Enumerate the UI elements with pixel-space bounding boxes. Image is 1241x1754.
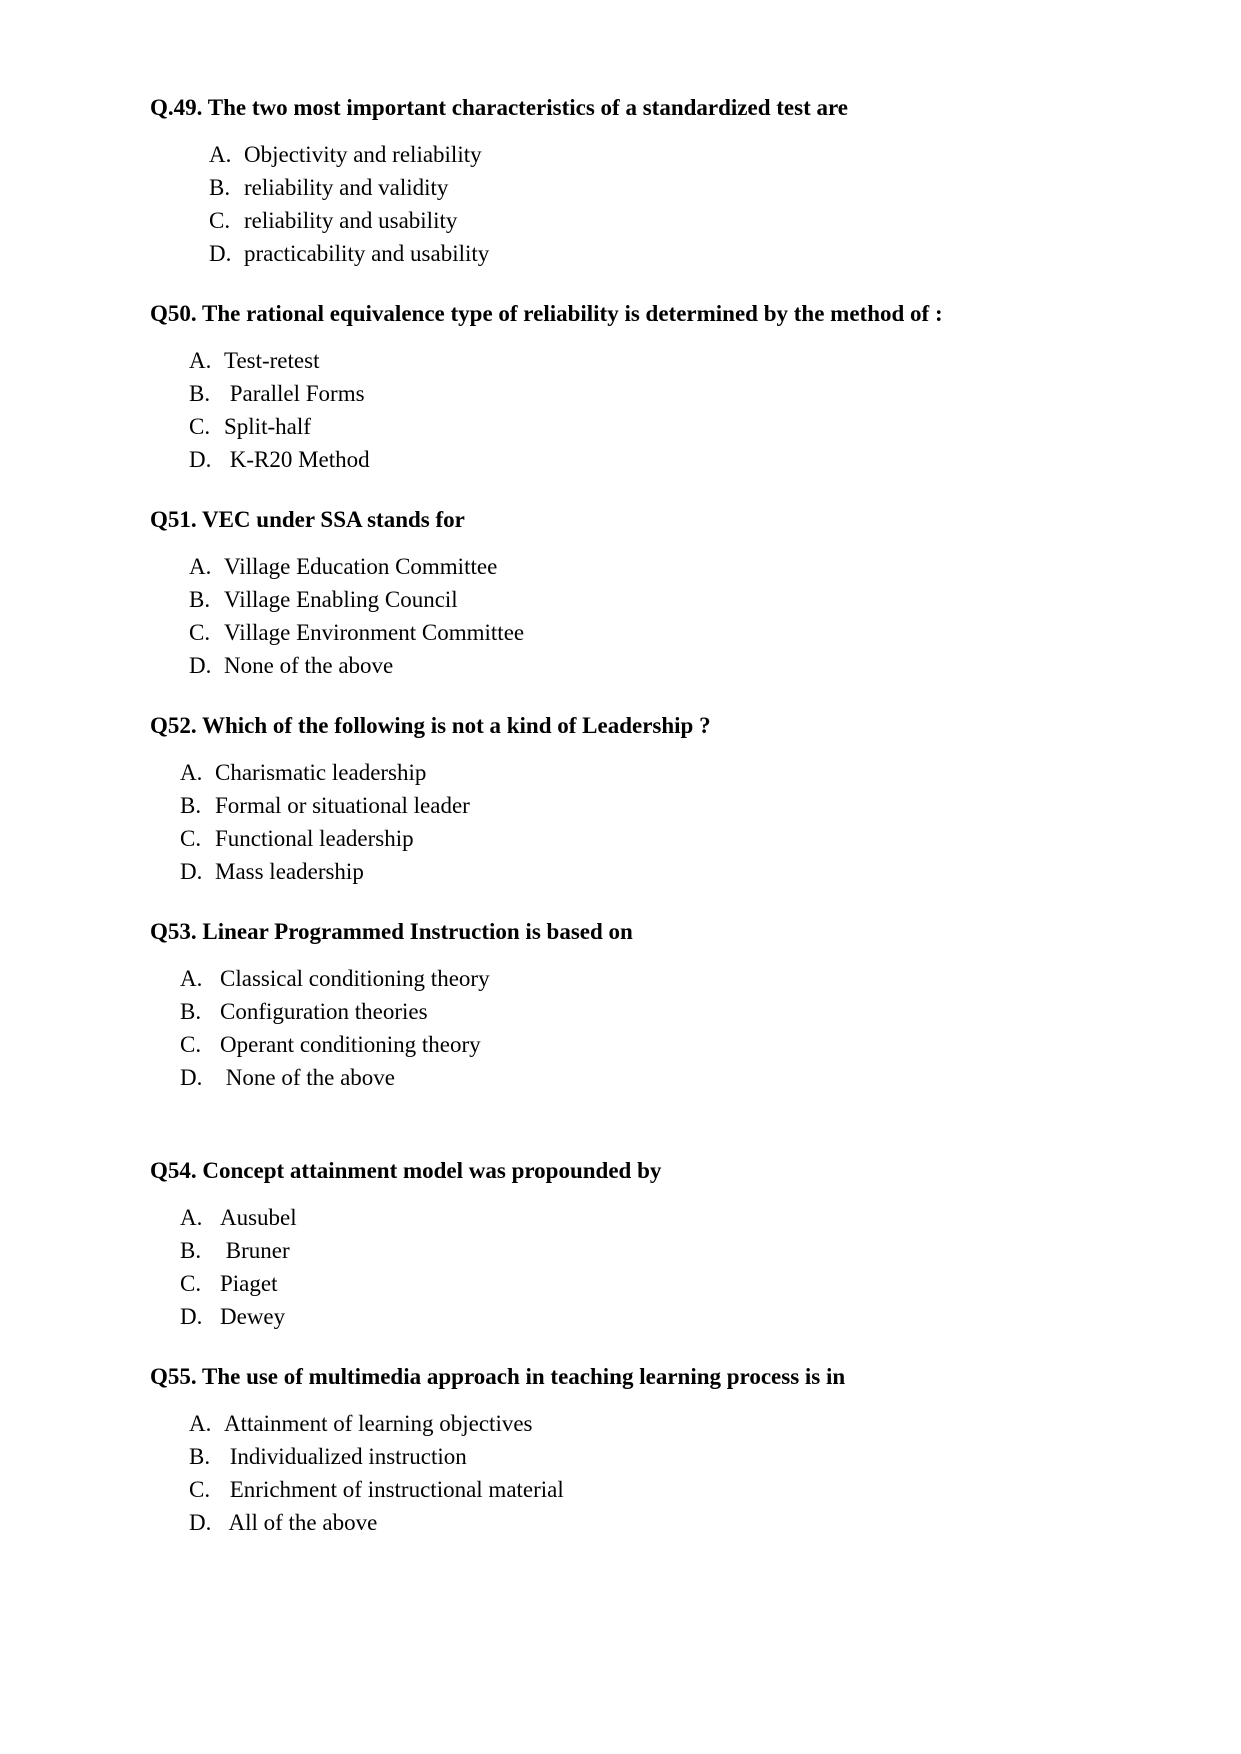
option-letter: D. [180,1304,203,1329]
option-text: Functional leadership [215,826,414,851]
option-text: Bruner [220,1238,290,1263]
option-b [180,995,490,1028]
option-text: Parallel Forms [224,381,365,406]
option-letter: C. [180,826,202,851]
option-letter: C. [189,1477,211,1502]
option-c [209,204,489,237]
option-letter: B. [189,587,211,612]
option-text: Formal or situational leader [215,793,470,818]
option-letter: A. [209,142,232,167]
option-a [189,344,370,377]
option-letter: A. [189,1411,212,1436]
option-d [180,1300,297,1333]
option-list [209,138,489,270]
option-letter: A. [180,760,203,785]
option-letter: C. [180,1032,202,1057]
option-letter: D. [180,859,203,884]
option-text: Objectivity and reliability [244,142,482,167]
option-letter: B. [180,793,202,818]
option-d [189,649,524,682]
option-d [180,855,470,888]
option-letter: B. [180,999,202,1024]
question-title: Q55. The use of multimedia approach in teaching learning process is in [150,1364,846,1389]
option-b [209,171,489,204]
option-b [189,377,370,410]
option-b [189,583,524,616]
option-b [180,1234,297,1267]
option-c [189,616,524,649]
option-a [209,138,489,171]
option-text: Individualized instruction [224,1444,467,1469]
option-a [180,1201,297,1234]
question-title: Q51. VEC under SSA stands for [150,507,465,532]
option-a [189,1407,564,1440]
option-letter: D. [180,1065,203,1090]
option-list [189,1407,564,1539]
option-c [180,1028,490,1061]
question-52 [150,712,1150,884]
option-text: K-R20 Method [224,447,370,472]
option-b [189,1440,564,1473]
option-letter: A. [189,348,212,373]
option-list [189,344,370,476]
option-text: None of the above [224,653,394,678]
option-letter: D. [189,653,212,678]
option-a [189,550,524,583]
option-text: Village Environment Committee [224,620,525,645]
question-title: Q54. Concept attainment model was propounded by [150,1158,662,1183]
option-text: Classical conditioning theory [220,966,490,991]
option-text: Configuration theories [220,999,428,1024]
option-a [180,756,470,789]
option-text: reliability and validity [244,175,449,200]
option-text: Dewey [220,1304,286,1329]
question-title: Q53. Linear Programmed Instruction is based on [150,919,633,944]
question-title: Q50. The rational equivalence type of reliability is determined by the method of : [150,301,943,326]
option-text: Village Enabling Council [224,587,458,612]
option-d [189,443,370,476]
option-b [180,789,470,822]
option-text: Enrichment of instructional material [224,1477,564,1502]
option-list [180,756,470,888]
option-text: Split-half [224,414,311,439]
option-letter: C. [209,208,231,233]
option-text: reliability and usability [244,208,458,233]
option-letter: A. [180,966,203,991]
option-d [189,1506,564,1539]
option-text: Village Education Committee [224,554,498,579]
option-letter: B. [189,1444,211,1469]
option-letter: A. [180,1205,203,1230]
option-text: Charismatic leadership [215,760,427,785]
option-letter: C. [180,1271,202,1296]
option-letter: B. [189,381,211,406]
question-title: Q.49. The two most important characteristics of a standardized test are [150,95,848,120]
option-text: All of the above [224,1510,378,1535]
option-letter: A. [189,554,212,579]
option-text: Test-retest [224,348,320,373]
option-text: practicability and usability [244,241,490,266]
question-51 [150,506,1150,678]
option-letter: C. [189,414,211,439]
option-letter: B. [209,175,231,200]
option-letter: C. [189,620,211,645]
question-55 [150,1363,1150,1535]
option-c [189,410,370,443]
option-text: Mass leadership [215,859,364,884]
question-49 [150,94,1150,266]
option-letter: B. [180,1238,202,1263]
question-50 [150,300,1150,472]
option-letter: D. [209,241,232,266]
option-d [180,1061,490,1094]
option-letter: D. [189,447,212,472]
option-text: Ausubel [220,1205,297,1230]
question-54 [150,1157,1150,1329]
option-text: None of the above [220,1065,395,1090]
option-text: Operant conditioning theory [220,1032,481,1057]
option-list [180,1201,297,1333]
option-c [180,1267,297,1300]
option-letter: D. [189,1510,212,1535]
option-list [180,962,490,1094]
option-d [209,237,489,270]
option-c [189,1473,564,1506]
option-list [189,550,524,682]
option-c [180,822,470,855]
option-text: Piaget [220,1271,278,1296]
option-text: Attainment of learning objectives [224,1411,533,1436]
question-53 [150,918,1150,1090]
question-title: Q52. Which of the following is not a kind of Leadership ? [150,713,711,738]
option-a [180,962,490,995]
